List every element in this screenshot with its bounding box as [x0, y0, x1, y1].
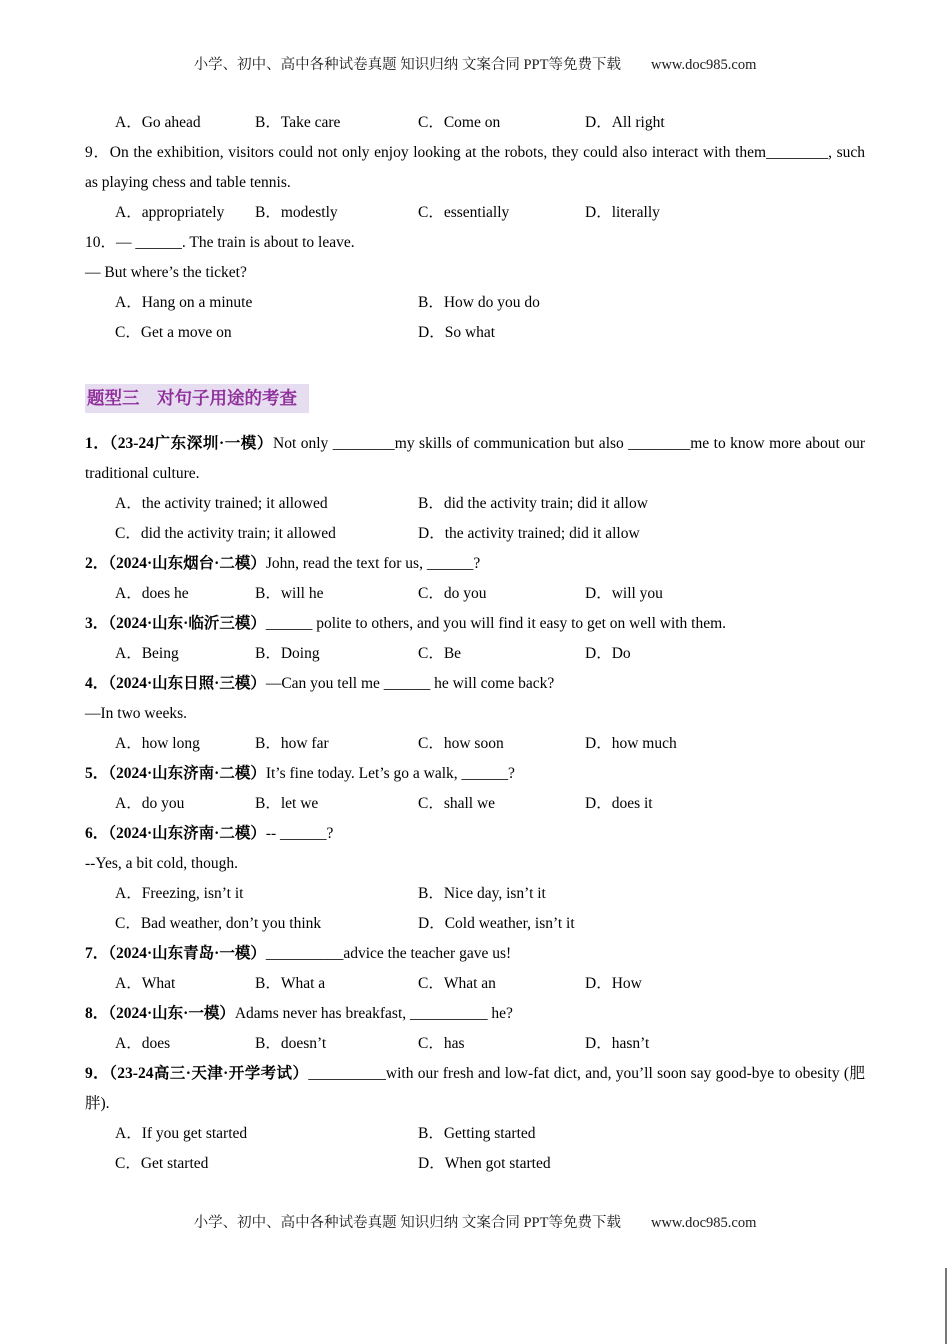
question-2	[85, 549, 865, 579]
question-source-tag: 3．（2024·山东·临沂三模）	[85, 615, 266, 632]
option-b: B．Doing	[255, 645, 320, 662]
option-a: A．What	[115, 975, 176, 992]
option-c: C．do you	[418, 585, 487, 602]
option-d: D．hasn’t	[585, 1035, 650, 1052]
option-b: B．Take care	[255, 114, 341, 131]
question-source-tag: 4．（2024·山东日照·三模）	[85, 675, 266, 692]
option-b: B．let we	[255, 795, 319, 812]
page-header	[0, 56, 950, 74]
option-a: A．Hang on a minute	[115, 294, 253, 311]
option-a: A．does	[115, 1035, 171, 1052]
question-stem: __________with our fresh and low-fat dict, and, you’ll soon say good-bye to obesity (肥胖).	[85, 1065, 865, 1112]
question-stem: Not only ________my skills of communication but also ________me to know more about our traditional culture.	[85, 435, 865, 482]
options-row	[85, 198, 865, 228]
question-source-tag: 5．（2024·山东济南·二模）	[85, 765, 266, 782]
option-a: A．appropriately	[115, 204, 225, 221]
option-d: D．Do	[585, 645, 631, 662]
footer-site-link[interactable]: www.doc985.com	[650, 1215, 757, 1231]
question-reply: —In two weeks.	[85, 705, 188, 722]
option-a: A．Being	[115, 645, 179, 662]
question-source-tag: 9．（23-24高三·天津·开学考试）	[85, 1065, 309, 1082]
option-a: A．Go ahead	[115, 114, 201, 131]
page-edge-artifact	[945, 1268, 947, 1344]
section-heading-text: 题型三 对句子用途的考查	[85, 384, 309, 413]
options-row	[85, 969, 865, 999]
option-a: A．the activity trained; it allowed	[115, 495, 328, 512]
question-reply: — But where’s the ticket?	[85, 264, 247, 281]
header-text: 小学、初中、高中各种试卷真题 知识归纳 文案合同 PPT等免费下载	[193, 57, 621, 73]
section-heading	[85, 384, 865, 413]
option-d: D．So what	[418, 324, 496, 341]
options-row	[85, 1119, 865, 1149]
options-row	[85, 1149, 865, 1179]
options-row	[85, 729, 865, 759]
option-d: D．Cold weather, isn’t it	[418, 915, 575, 932]
option-d: D．literally	[585, 204, 660, 221]
question-source-tag: 7．（2024·山东青岛·一模）	[85, 945, 266, 962]
option-c: C．Come on	[418, 114, 501, 131]
option-c: C．did the activity train; it allowed	[115, 525, 336, 542]
question-5	[85, 759, 865, 789]
option-b: B．will he	[255, 585, 324, 602]
option-c: C．essentially	[418, 204, 510, 221]
option-b: B．doesn’t	[255, 1035, 327, 1052]
options-row	[85, 318, 865, 348]
question-stem: It’s fine today. Let’s go a walk, ______?	[265, 765, 515, 782]
option-d: D．does it	[585, 795, 653, 812]
question-stem: —Can you tell me ______ he will come back?	[265, 675, 555, 692]
option-d: D．How	[585, 975, 642, 992]
question-stem: John, read the text for us, ______?	[265, 555, 481, 572]
question-source-tag: 8．（2024·山东·一模）	[85, 1005, 235, 1022]
question-9	[85, 1059, 865, 1119]
options-row	[85, 909, 865, 939]
option-b: B．What a	[255, 975, 326, 992]
options-row	[85, 288, 865, 318]
option-c: C．Get a move on	[115, 324, 232, 341]
option-d: D．the activity trained; did it allow	[418, 525, 640, 542]
header-site-link[interactable]: www.doc985.com	[650, 57, 757, 73]
option-c: C．has	[418, 1035, 465, 1052]
footer-text: 小学、初中、高中各种试卷真题 知识归纳 文案合同 PPT等免费下载	[193, 1215, 621, 1231]
option-d: D．When got started	[418, 1155, 551, 1172]
option-a: A．how long	[115, 735, 200, 752]
option-a: A．Freezing, isn’t it	[115, 885, 244, 902]
option-d: D．All right	[585, 114, 665, 131]
option-c: C．how soon	[418, 735, 504, 752]
question-source-tag: 1．（23-24广东深圳·一模）	[85, 435, 274, 452]
question-stem: __________advice the teacher gave us!	[265, 945, 512, 962]
option-a: A．If you get started	[115, 1125, 248, 1142]
option-c: C．shall we	[418, 795, 496, 812]
document-content	[85, 108, 865, 1179]
options-row	[85, 789, 865, 819]
question-4	[85, 669, 865, 699]
page-footer	[0, 1214, 950, 1232]
options-row	[85, 579, 865, 609]
question-source-tag: 6．（2024·山东济南·二模）	[85, 825, 266, 842]
option-b: B．How do you do	[418, 294, 540, 311]
options-row	[85, 639, 865, 669]
question-3	[85, 609, 865, 639]
option-b: B．Nice day, isn’t it	[418, 885, 546, 902]
option-c: C．Bad weather, don’t you think	[115, 915, 322, 932]
question-1	[85, 429, 865, 489]
option-a: A．does he	[115, 585, 189, 602]
options-row	[85, 1029, 865, 1059]
option-b: B．modestly	[255, 204, 338, 221]
option-b: B．did the activity train; did it allow	[418, 495, 648, 512]
question-reply: --Yes, a bit cold, though.	[85, 855, 238, 872]
question-source-tag: 2．（2024·山东烟台·二模）	[85, 555, 266, 572]
question-stem: ______ polite to others, and you will find it easy to get on well with them.	[265, 615, 727, 632]
question-7	[85, 939, 865, 969]
option-c: C．What an	[418, 975, 496, 992]
option-b: B．how far	[255, 735, 329, 752]
question-stem: 10．— ______. The train is about to leave.	[85, 234, 355, 251]
options-row	[85, 879, 865, 909]
option-b: B．Getting started	[418, 1125, 536, 1142]
option-c: C．Get started	[115, 1155, 209, 1172]
question-8	[85, 999, 865, 1029]
question-6	[85, 819, 865, 849]
options-row	[85, 489, 865, 519]
option-c: C．Be	[418, 645, 462, 662]
question-stem: -- ______?	[265, 825, 334, 842]
question-stem: 9．On the exhibition, visitors could not only enjoy looking at the robots, they could also interact with them________, such as playing chess and table tennis.	[85, 144, 865, 191]
option-a: A．do you	[115, 795, 185, 812]
question-stem: Adams never has breakfast, __________ he?	[234, 1005, 513, 1022]
option-d: D．will you	[585, 585, 663, 602]
option-d: D．how much	[585, 735, 677, 752]
options-row	[85, 108, 865, 138]
options-row	[85, 519, 865, 549]
